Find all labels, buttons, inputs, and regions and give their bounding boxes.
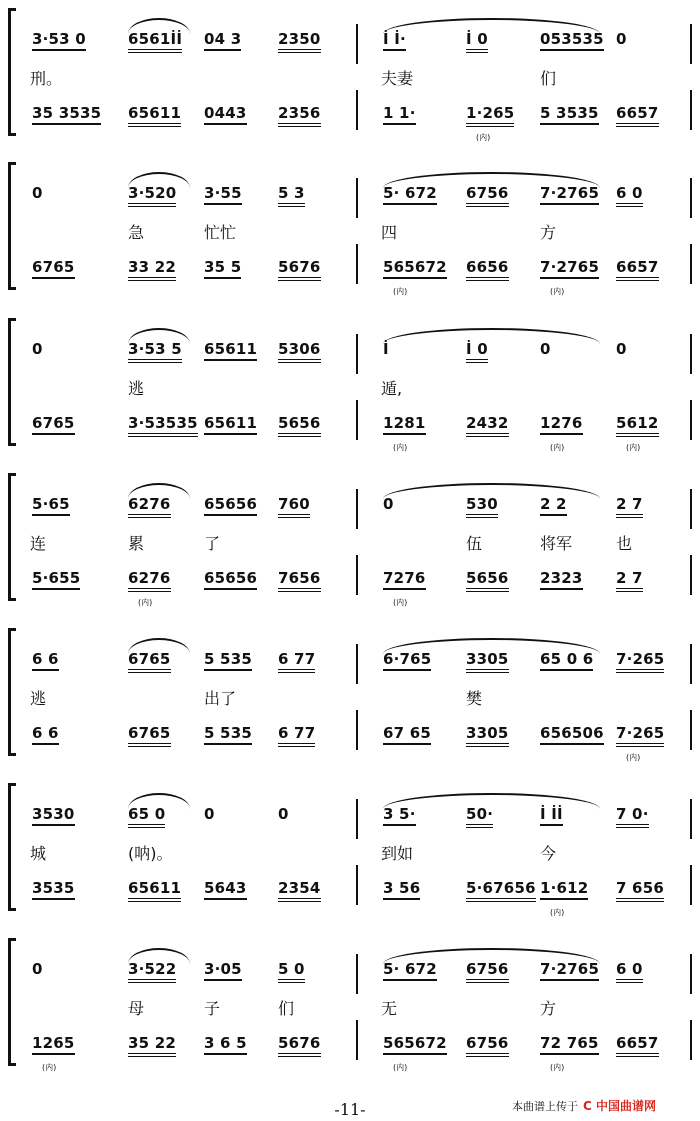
note-group: 6765 bbox=[32, 414, 75, 435]
note-group: 2 2 bbox=[540, 495, 567, 516]
slur-mark bbox=[383, 172, 600, 188]
slur-mark bbox=[128, 793, 190, 809]
note-group: 2350 bbox=[278, 30, 321, 53]
note-group: 33 22 bbox=[128, 258, 176, 281]
barline bbox=[690, 865, 692, 905]
note-group: 5676 bbox=[278, 258, 321, 281]
barline bbox=[690, 400, 692, 440]
score-system bbox=[0, 473, 700, 607]
note-group: 65 0 6 bbox=[540, 650, 593, 671]
note-group: 65611 bbox=[204, 414, 257, 435]
hand-mark: (内) bbox=[550, 443, 565, 452]
note-group: 5 535 bbox=[204, 724, 252, 745]
lyric: 子 bbox=[204, 999, 221, 1018]
note-group: 65611 bbox=[204, 340, 257, 361]
logo-text: 中国曲谱网 bbox=[596, 1099, 657, 1113]
source-caption: 本曲谱上传于 bbox=[512, 1100, 578, 1113]
lyric: 四 bbox=[381, 223, 398, 242]
score-system bbox=[0, 938, 700, 1072]
note-group: 3·520 bbox=[128, 184, 176, 207]
slur-mark bbox=[128, 483, 190, 499]
barline bbox=[356, 489, 358, 529]
score-system bbox=[0, 318, 700, 452]
barline bbox=[356, 644, 358, 684]
note-group: 35 3535 bbox=[32, 104, 101, 125]
system-bracket bbox=[8, 938, 16, 1066]
note-group: 0 bbox=[616, 30, 627, 48]
barline bbox=[690, 24, 692, 64]
note-group: 65656 bbox=[204, 495, 257, 516]
note-group: 5·67656 bbox=[466, 879, 536, 902]
lyric: 母 bbox=[128, 999, 145, 1018]
note-group: 2323 bbox=[540, 569, 583, 590]
system-bracket bbox=[8, 8, 16, 136]
note-group: 2356 bbox=[278, 104, 321, 127]
note-group: 0443 bbox=[204, 104, 247, 125]
note-group: 565672 bbox=[383, 258, 447, 279]
slur-mark bbox=[128, 948, 190, 964]
hand-mark: (内) bbox=[393, 287, 408, 296]
note-group: 3·53 0 bbox=[32, 30, 86, 51]
note-group: İ 0 bbox=[466, 30, 488, 53]
barline bbox=[690, 644, 692, 684]
hand-mark: (内) bbox=[138, 598, 153, 607]
hand-mark: (内) bbox=[393, 443, 408, 452]
note-group: 1·612 bbox=[540, 879, 588, 900]
lyric: 将军 bbox=[540, 534, 573, 553]
score-system bbox=[0, 783, 700, 917]
lyric: 无 bbox=[381, 999, 398, 1018]
lyric: 到如 bbox=[381, 844, 414, 863]
note-group: 7276 bbox=[383, 569, 426, 590]
note-group: 0 bbox=[616, 340, 627, 358]
score-system bbox=[0, 162, 700, 296]
note-group: 6657 bbox=[616, 104, 659, 127]
note-group: 0 bbox=[540, 340, 551, 358]
note-group: İ bbox=[383, 340, 389, 358]
note-group: 6756 bbox=[466, 1034, 509, 1057]
lyric: 方 bbox=[540, 223, 557, 242]
barline bbox=[356, 400, 358, 440]
note-group: 3·05 bbox=[204, 960, 242, 981]
system-bracket bbox=[8, 318, 16, 446]
barline bbox=[356, 244, 358, 284]
slur-mark bbox=[128, 18, 190, 34]
barline bbox=[356, 799, 358, 839]
note-group: 6 6 bbox=[32, 724, 59, 745]
system-bracket bbox=[8, 628, 16, 756]
note-group: 3 5· bbox=[383, 805, 416, 826]
barline bbox=[690, 489, 692, 529]
note-group: 65 0 bbox=[128, 805, 165, 828]
note-group: 1265 bbox=[32, 1034, 75, 1055]
hand-mark: (内) bbox=[550, 908, 565, 917]
note-group: 3 56 bbox=[383, 879, 420, 900]
lyric: 们 bbox=[278, 999, 295, 1018]
score-system bbox=[0, 8, 700, 142]
barline bbox=[690, 555, 692, 595]
hand-mark: (内) bbox=[550, 287, 565, 296]
note-group: İ 0 bbox=[466, 340, 488, 363]
barline bbox=[356, 90, 358, 130]
site-logo[interactable] bbox=[583, 1097, 656, 1114]
slur-mark bbox=[383, 483, 600, 499]
note-group: 2 7 bbox=[616, 569, 643, 592]
barline bbox=[356, 178, 358, 218]
hand-mark: (内) bbox=[626, 753, 641, 762]
note-group: 72 765 bbox=[540, 1034, 599, 1055]
note-group: 3 6 5 bbox=[204, 1034, 247, 1055]
note-group: 5643 bbox=[204, 879, 247, 900]
note-group: 053535 bbox=[540, 30, 604, 51]
note-group: 7 656 bbox=[616, 879, 664, 902]
note-group: 6756 bbox=[466, 184, 509, 207]
slur-mark bbox=[383, 638, 600, 654]
note-group: 3·55 bbox=[204, 184, 242, 205]
note-group: 7·265 bbox=[616, 650, 664, 673]
logo-icon: C bbox=[583, 1099, 592, 1113]
note-group: 35 5 bbox=[204, 258, 241, 279]
note-group: 760 bbox=[278, 495, 310, 518]
slur-mark bbox=[383, 948, 600, 964]
note-group: 3535 bbox=[32, 879, 75, 900]
note-group: 50· bbox=[466, 805, 493, 828]
note-group: 5 3535 bbox=[540, 104, 599, 125]
note-group: 6276 bbox=[128, 569, 171, 592]
lyric: 累 bbox=[128, 534, 145, 553]
hand-mark: (内) bbox=[476, 133, 491, 142]
system-bracket bbox=[8, 783, 16, 911]
note-group: 2432 bbox=[466, 414, 509, 437]
note-group: 1·265 bbox=[466, 104, 514, 127]
barline bbox=[356, 710, 358, 750]
note-group: 6765 bbox=[32, 258, 75, 279]
slur-mark bbox=[383, 18, 600, 34]
note-group: 5612 bbox=[616, 414, 659, 437]
slur-mark bbox=[383, 328, 600, 344]
lyric: 刑。 bbox=[30, 69, 63, 88]
note-group: 6656 bbox=[466, 258, 509, 281]
note-group: 04 3 bbox=[204, 30, 241, 51]
note-group: 3·522 bbox=[128, 960, 176, 983]
note-group: 6765 bbox=[128, 650, 171, 673]
barline bbox=[356, 1020, 358, 1060]
note-group: 0 bbox=[32, 960, 43, 978]
lyric: (呐)。 bbox=[128, 844, 173, 863]
lyric: 遁, bbox=[381, 379, 403, 398]
note-group: 6 77 bbox=[278, 650, 315, 673]
lyric: 城 bbox=[30, 844, 47, 863]
lyric: 伍 bbox=[466, 534, 483, 553]
note-group: 5656 bbox=[278, 414, 321, 437]
lyric: 方 bbox=[540, 999, 557, 1018]
system-bracket bbox=[8, 473, 16, 601]
note-group: 6 6 bbox=[32, 650, 59, 671]
note-group: 2 7 bbox=[616, 495, 643, 518]
barline bbox=[690, 244, 692, 284]
note-group: 5 535 bbox=[204, 650, 252, 671]
barline bbox=[690, 799, 692, 839]
note-group: 2354 bbox=[278, 879, 321, 902]
note-group: 7·265 bbox=[616, 724, 664, 747]
note-group: 6·765 bbox=[383, 650, 431, 671]
page-number: -11- bbox=[334, 1100, 366, 1119]
note-group: 0 bbox=[204, 805, 215, 823]
note-group: 6 77 bbox=[278, 724, 315, 747]
lyric: 今 bbox=[540, 844, 557, 863]
note-group: 5· 672 bbox=[383, 960, 437, 981]
barline bbox=[690, 710, 692, 750]
note-group: 1276 bbox=[540, 414, 583, 435]
slur-mark bbox=[383, 793, 600, 809]
barline bbox=[356, 555, 358, 595]
note-group: 3305 bbox=[466, 724, 509, 747]
lyric: 逃 bbox=[30, 689, 47, 708]
note-group: 7·2765 bbox=[540, 960, 599, 981]
note-group: 0 bbox=[32, 184, 43, 202]
note-group: 65611 bbox=[128, 879, 181, 902]
lyric: 急 bbox=[128, 223, 145, 242]
note-group: 565672 bbox=[383, 1034, 447, 1055]
note-group: 5676 bbox=[278, 1034, 321, 1057]
note-group: 5·65 bbox=[32, 495, 70, 516]
note-group: 7656 bbox=[278, 569, 321, 592]
note-group: 7·2765 bbox=[540, 258, 599, 279]
note-group: 656506 bbox=[540, 724, 604, 745]
barline bbox=[690, 954, 692, 994]
barline bbox=[690, 90, 692, 130]
note-group: 0 bbox=[278, 805, 289, 823]
lyric: 出了 bbox=[204, 689, 237, 708]
note-group: 6765 bbox=[128, 724, 171, 747]
note-group: 5656 bbox=[466, 569, 509, 592]
lyric: 也 bbox=[616, 534, 633, 553]
note-group: 530 bbox=[466, 495, 498, 518]
note-group: 6561İİ bbox=[128, 30, 182, 53]
hand-mark: (内) bbox=[550, 1063, 565, 1072]
note-group: İ İİ bbox=[540, 805, 563, 826]
note-group: 5 0 bbox=[278, 960, 305, 983]
hand-mark: (内) bbox=[393, 598, 408, 607]
note-group: 35 22 bbox=[128, 1034, 176, 1057]
barline bbox=[690, 1020, 692, 1060]
lyric: 了 bbox=[204, 534, 221, 553]
note-group: 3·53535 bbox=[128, 414, 198, 437]
lyric: 樊 bbox=[466, 689, 483, 708]
note-group: 6 0 bbox=[616, 184, 643, 207]
note-group: 3·53 5 bbox=[128, 340, 182, 363]
lyric: 逃 bbox=[128, 379, 145, 398]
slur-mark bbox=[128, 638, 190, 654]
note-group: 67 65 bbox=[383, 724, 431, 745]
hand-mark: (内) bbox=[393, 1063, 408, 1072]
note-group: 6756 bbox=[466, 960, 509, 983]
hand-mark: (内) bbox=[626, 443, 641, 452]
barline bbox=[356, 24, 358, 64]
note-group: 6276 bbox=[128, 495, 171, 518]
lyric: 们 bbox=[540, 69, 557, 88]
note-group: 65611 bbox=[128, 104, 181, 127]
barline bbox=[356, 865, 358, 905]
note-group: 6 0 bbox=[616, 960, 643, 983]
score-system bbox=[0, 628, 700, 762]
system-bracket bbox=[8, 162, 16, 290]
note-group: 0 bbox=[383, 495, 394, 513]
note-group: 5·655 bbox=[32, 569, 80, 590]
barline bbox=[356, 334, 358, 374]
lyric: 忙忙 bbox=[204, 223, 237, 242]
note-group: 5 3 bbox=[278, 184, 305, 207]
lyric: 夫妻 bbox=[381, 69, 414, 88]
note-group: 5306 bbox=[278, 340, 321, 363]
note-group: 6657 bbox=[616, 258, 659, 281]
slur-mark bbox=[128, 328, 190, 344]
note-group: 0 bbox=[32, 340, 43, 358]
note-group: 65656 bbox=[204, 569, 257, 590]
hand-mark: (内) bbox=[42, 1063, 57, 1072]
note-group: 7 0· bbox=[616, 805, 649, 828]
note-group: 7·2765 bbox=[540, 184, 599, 205]
barline bbox=[690, 334, 692, 374]
note-group: İ İ· bbox=[383, 30, 406, 51]
note-group: 6657 bbox=[616, 1034, 659, 1057]
lyric: 连 bbox=[30, 534, 47, 553]
note-group: 3530 bbox=[32, 805, 75, 826]
note-group: 5· 672 bbox=[383, 184, 437, 205]
slur-mark bbox=[128, 172, 190, 188]
note-group: 1281 bbox=[383, 414, 426, 435]
note-group: 3305 bbox=[466, 650, 509, 673]
barline bbox=[690, 178, 692, 218]
note-group: 1 1· bbox=[383, 104, 416, 125]
barline bbox=[356, 954, 358, 994]
